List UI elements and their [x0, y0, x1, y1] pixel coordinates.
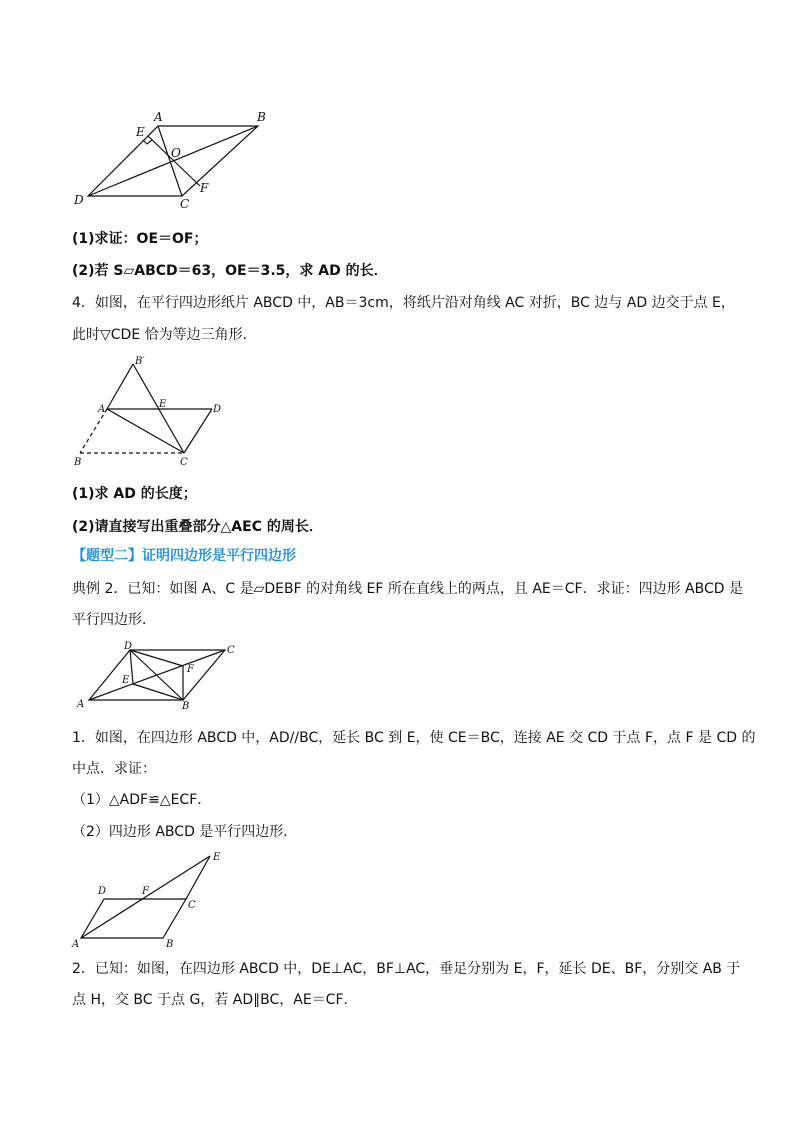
label-e: E	[159, 399, 167, 410]
segment-de	[130, 650, 133, 684]
q2-line1: 2．已知：如图，在四边形 ABCD 中，DE⊥AC，BF⊥AC，垂足分别为 E，F，延长 DE、BF，分别交 AB 于	[72, 961, 741, 977]
segment-ce	[186, 856, 210, 899]
section-heading: 【题型二】证明四边形是平行四边形	[72, 548, 296, 564]
label-b: B	[74, 457, 82, 468]
label-f: F	[200, 181, 209, 195]
diagonal-bd	[88, 126, 258, 196]
label-c: C	[180, 457, 188, 468]
q1-sub2: （2）四边形 ABCD 是平行四边形．	[72, 824, 298, 840]
label-f: F	[187, 664, 194, 675]
figure-parallelogram-debf	[70, 640, 242, 712]
example2-line1: 典例 2．已知：如图 A、C 是▱DEBF 的对角线 EF 所在直线上的两点，且 AE＝CF．求证：四边形 ABCD 是	[72, 581, 743, 597]
p4-question-2: (2)请直接写出重叠部分△AEC 的周长．	[72, 519, 323, 535]
segment-dc	[184, 409, 212, 453]
label-b: B	[166, 939, 174, 950]
label-c: C	[180, 197, 190, 211]
label-b: B	[257, 110, 266, 124]
label-a: A	[154, 110, 163, 124]
label-a: A	[72, 939, 80, 950]
q1-sub1: （1）△ADF≌△ECF．	[72, 792, 212, 808]
segment-ab-prime	[107, 364, 133, 409]
segment-eb	[133, 684, 183, 700]
diagonal-ac	[158, 126, 182, 196]
label-d: D	[124, 641, 133, 652]
label-e: E	[122, 675, 130, 686]
label-b-prime: B′	[135, 356, 145, 367]
label-e: E	[213, 852, 221, 863]
label-f: F	[142, 886, 149, 897]
label-d: D	[98, 886, 107, 897]
p4-stem-line2: 此时▽CDE 恰为等边三角形．	[72, 327, 257, 343]
figure-folded-parallelogram	[70, 352, 235, 470]
figure-parallelogram-oef	[70, 108, 280, 213]
example2-line2: 平行四边形．	[72, 612, 156, 628]
segment-ef	[148, 136, 200, 186]
diagonal-ac	[107, 409, 184, 453]
label-a: A	[77, 699, 85, 710]
segment-ab-dashed	[80, 409, 107, 453]
right-angle-mark	[143, 140, 152, 144]
label-o: O	[171, 146, 181, 160]
label-a: A	[98, 404, 106, 415]
q1-line2: 中点．求证：	[72, 761, 156, 777]
label-e: E	[136, 125, 145, 139]
q1-line1: 1．如图，在四边形 ABCD 中，AD//BC，延长 BC 到 E，使 CE＝BC，连接 AE 交 CD 于点 F，点 F 是 CD 的	[72, 730, 756, 746]
label-c: C	[227, 645, 235, 656]
p3-question-1: (1)求证：OE＝OF；	[72, 231, 208, 247]
label-d: D	[74, 193, 84, 207]
p4-stem-line1: 4．如图，在平行四边形纸片 ABCD 中，AB＝3cm，将纸片沿对角线 AC 对折，BC 边与 AD 边交于点 E，	[72, 295, 735, 311]
figure-quadrilateral-extension	[70, 848, 235, 948]
p3-question-2: (2)若 S▱ABCD＝63，OE＝3.5，求 AD 的长．	[72, 263, 388, 279]
p4-question-1: (1)求 AD 的长度；	[72, 486, 197, 502]
label-b: B	[182, 701, 190, 712]
q2-line2: 点 H，交 BC 于点 G，若 AD∥BC，AE＝CF．	[72, 992, 358, 1008]
label-c: C	[188, 900, 196, 911]
label-d: D	[213, 404, 222, 415]
segment-ae	[81, 856, 210, 938]
